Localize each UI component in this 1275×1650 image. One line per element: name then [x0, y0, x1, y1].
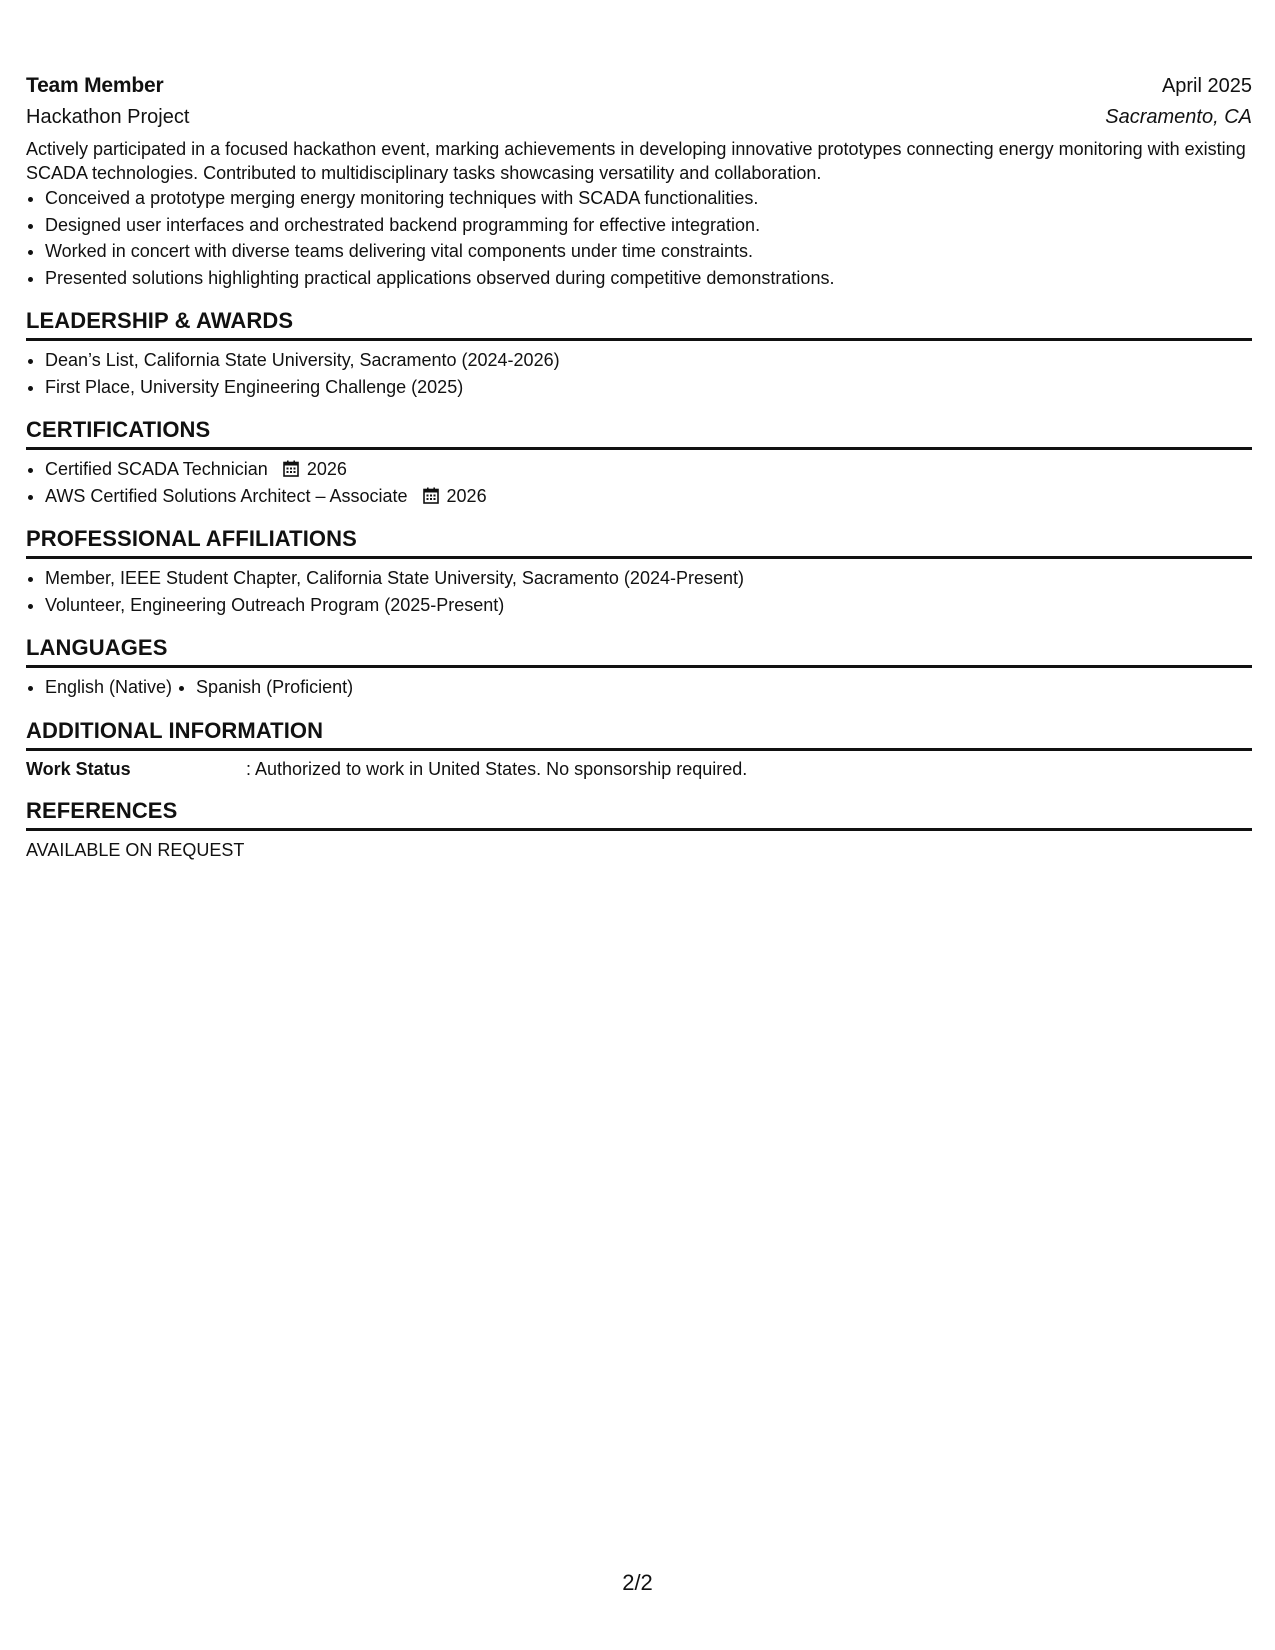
references-text: AVAILABLE ON REQUEST [26, 839, 245, 860]
list-item: • Conceived a prototype merging energy monitoring techniques with SCADA functionalities. [45, 185, 1252, 212]
work-status-value: : Authorized to work in United States. No sponsorship required. [246, 758, 748, 779]
affiliations-section [26, 526, 1252, 618]
resume-page [26, 74, 1252, 863]
list-item [45, 456, 1252, 483]
job-title: Team Member [26, 74, 164, 97]
list-item: • Dean’s List, California State University, Sacramento (2024-2026) [45, 347, 1252, 374]
experience-summary: Actively participated in a focused hackathon event, marking achievements in developing innovative prototypes connecting energy monitoring with existing SCADA technologies. Contributed to multidisciplinary tasks showcasing versatility and collaboration. [26, 139, 1246, 183]
work-status-row [26, 757, 1252, 781]
list-item: • Designed user interfaces and orchestrated backend programming for effective integration. [45, 212, 1252, 239]
references-section [26, 798, 1252, 863]
certification-year: 2026 [446, 485, 487, 506]
list-item: • Member, IEEE Student Chapter, California State University, Sacramento (2024-Present) [45, 565, 1252, 592]
section-title: CERTIFICATIONS [26, 417, 1252, 450]
leadership-section [26, 308, 1252, 400]
certifications-list [26, 456, 1252, 509]
section-title: PROFESSIONAL AFFILIATIONS [26, 526, 1252, 559]
certification-year: 2026 [306, 459, 347, 479]
list-item: • First Place, University Engineering Challenge (2025) [45, 374, 1252, 401]
list-item: • English (Native) [45, 674, 172, 701]
organization: Hackathon Project [26, 106, 190, 128]
section-title: LANGUAGES [26, 635, 1252, 668]
list-item: • Spanish (Proficient) [196, 674, 353, 701]
section-title: REFERENCES [26, 798, 1252, 831]
calendar-icon [283, 460, 299, 477]
languages-section [26, 635, 1252, 701]
leadership-list [26, 347, 1252, 400]
experience-subheader [26, 106, 1252, 129]
experience-bullets [26, 185, 1252, 291]
languages-list [26, 674, 1252, 701]
list-item: • Volunteer, Engineering Outreach Program (2025-Present) [45, 592, 1252, 619]
certification-name: AWS Certified Solutions Architect – Associate [45, 485, 408, 506]
certification-name: Certified SCADA Technician [45, 459, 268, 479]
list-item: • Worked in concert with diverse teams delivering vital components under time constraints. [45, 238, 1252, 265]
experience-header [26, 74, 1252, 98]
list-item: • Presented solutions highlighting practical applications observed during competitive demonstrations. [45, 265, 1252, 292]
affiliations-list [26, 565, 1252, 618]
section-title: ADDITIONAL INFORMATION [26, 718, 1252, 751]
calendar-icon [423, 487, 439, 504]
location: Sacramento, CA [1105, 106, 1252, 128]
section-title: LEADERSHIP & AWARDS [26, 308, 1252, 341]
job-date: April 2025 [1161, 75, 1252, 97]
certifications-section [26, 417, 1252, 509]
list-item [45, 483, 1252, 510]
experience-entry [26, 74, 1252, 291]
work-status-label: Work Status [26, 758, 131, 779]
page-number: 2/2 [622, 1570, 653, 1595]
additional-info-section [26, 718, 1252, 781]
